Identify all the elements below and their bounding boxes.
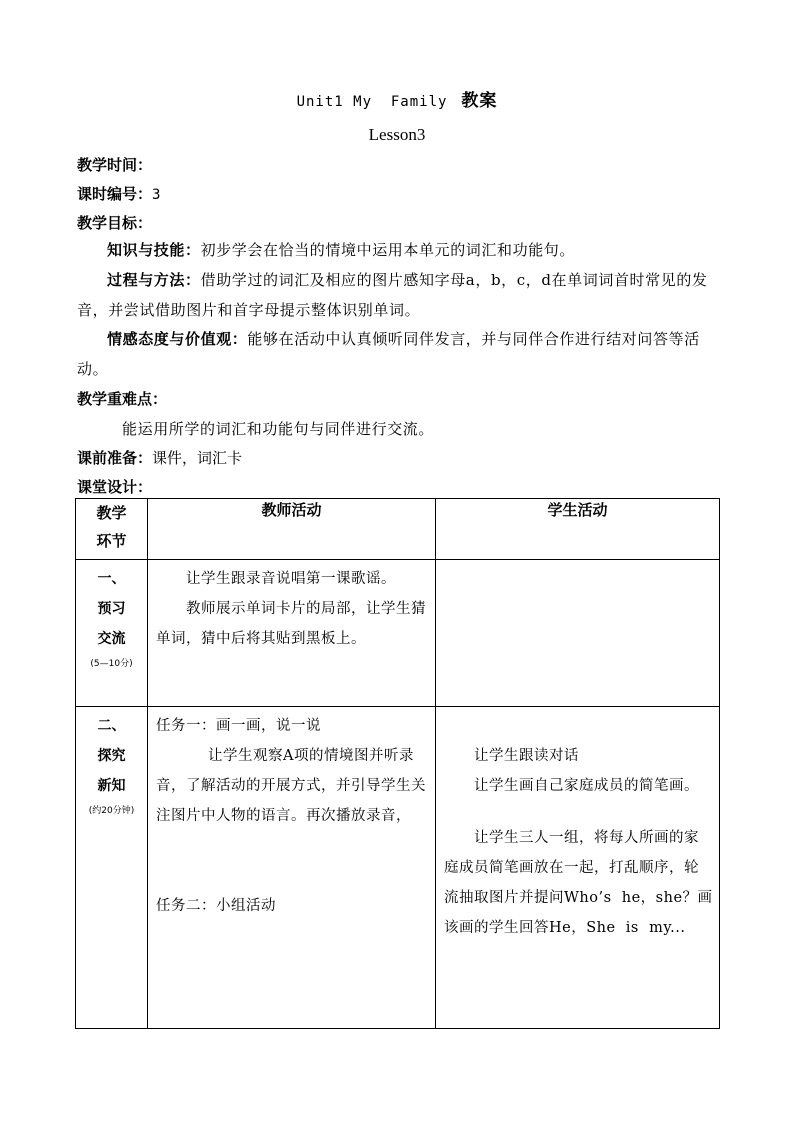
stage-name-b: 新知 [97,778,126,794]
table-row [76,560,720,707]
emotion-label: 情感态度与价值观： [107,330,248,348]
knowledge-label: 知识与技能： [107,241,201,259]
key-points-line [77,389,167,409]
stage-cell [76,707,148,1029]
stage-number: 一、 [97,571,126,587]
task-two-heading: 任务二：小组活动 [156,898,276,914]
prep-text: 课件，词汇卡 [152,449,243,467]
header-stage: 教学 环节 [76,499,148,560]
student-activity-cell [436,560,720,707]
teaching-time-label: 教学时间： [77,156,153,174]
goal-knowledge [77,236,719,266]
teaching-goal-line [77,213,152,233]
teacher-activity-text: 教师展示单词卡片的局部，让学生猜单词，猜中后将其贴到黑板上。 [156,601,426,647]
teaching-time-line [77,155,152,175]
lesson-number-label: 课时编号： [77,185,153,203]
key-points-text: 能运用所学的词汇和功能句与同伴进行交流。 [122,420,435,438]
prep-line [77,448,242,468]
teaching-goal-label: 教学目标： [77,214,153,232]
emotion-text: 能够在活动中认真倾听同伴发言，并与同伴合作进行结对问答等活动。 [77,330,700,378]
design-label: 课堂设计： [77,478,153,496]
header-student: 学生活动 [436,499,720,560]
student-activity-text: 让学生跟读对话 [474,748,579,764]
teacher-activity-cell [148,707,436,1029]
document-title [0,86,794,111]
student-activity-text: 让学生三人一组，将每人所画的家庭成员简笔画放在一起，打乱顺序，轮流抽取图片并提问Who’s he，she？画该画的学生回答He，She is my... [444,830,713,936]
task-one-heading: 任务一：画一画，说一说 [156,718,321,734]
key-points-label: 教学重难点： [77,390,168,408]
lesson-number-value: 3 [152,187,161,203]
stage-name-a: 预习 [97,601,126,617]
stage-name-a: 探究 [97,748,126,764]
title-english: Unit1 My Family [296,94,448,110]
design-line [77,477,152,497]
knowledge-text: 初步学会在恰当的情境中运用本单元的词汇和功能句。 [200,241,576,259]
teacher-activity-text: 让学生跟录音说唱第一课歌谣。 [186,571,396,587]
goal-emotion [77,325,719,384]
title-chinese: 教案 [461,91,498,111]
teacher-activity-cell [148,560,436,707]
lesson-subtitle: Lesson3 [368,125,426,144]
goal-process [77,266,719,325]
stage-number: 二、 [97,718,126,734]
table-header-row [76,499,720,560]
process-text: 借助学过的词汇及相应的图片感知字母a，b，c，d在单词词首时常见的发音，并尝试借助图片和首字母提示整体识别单词。 [77,271,708,319]
lesson-number-line [77,184,160,205]
header-teacher: 教师活动 [148,499,436,560]
student-activity-text: 让学生画自己家庭成员的简笔画。 [474,778,699,794]
teacher-activity-text: 让学生观察A项的情境图并听录音，了解活动的开展方式，并引导学生关注图片中人物的语言。再次播放录音， [156,748,426,824]
prep-label: 课前准备： [77,449,153,467]
lesson-table [75,498,720,1029]
table-row [76,707,720,1029]
stage-cell [76,560,148,707]
stage-time: (5—10分) [90,659,133,669]
stage-name-b: 交流 [97,631,126,647]
process-label: 过程与方法： [107,271,201,289]
student-activity-cell [436,707,720,1029]
stage-time: (约20分钟) [88,806,135,816]
